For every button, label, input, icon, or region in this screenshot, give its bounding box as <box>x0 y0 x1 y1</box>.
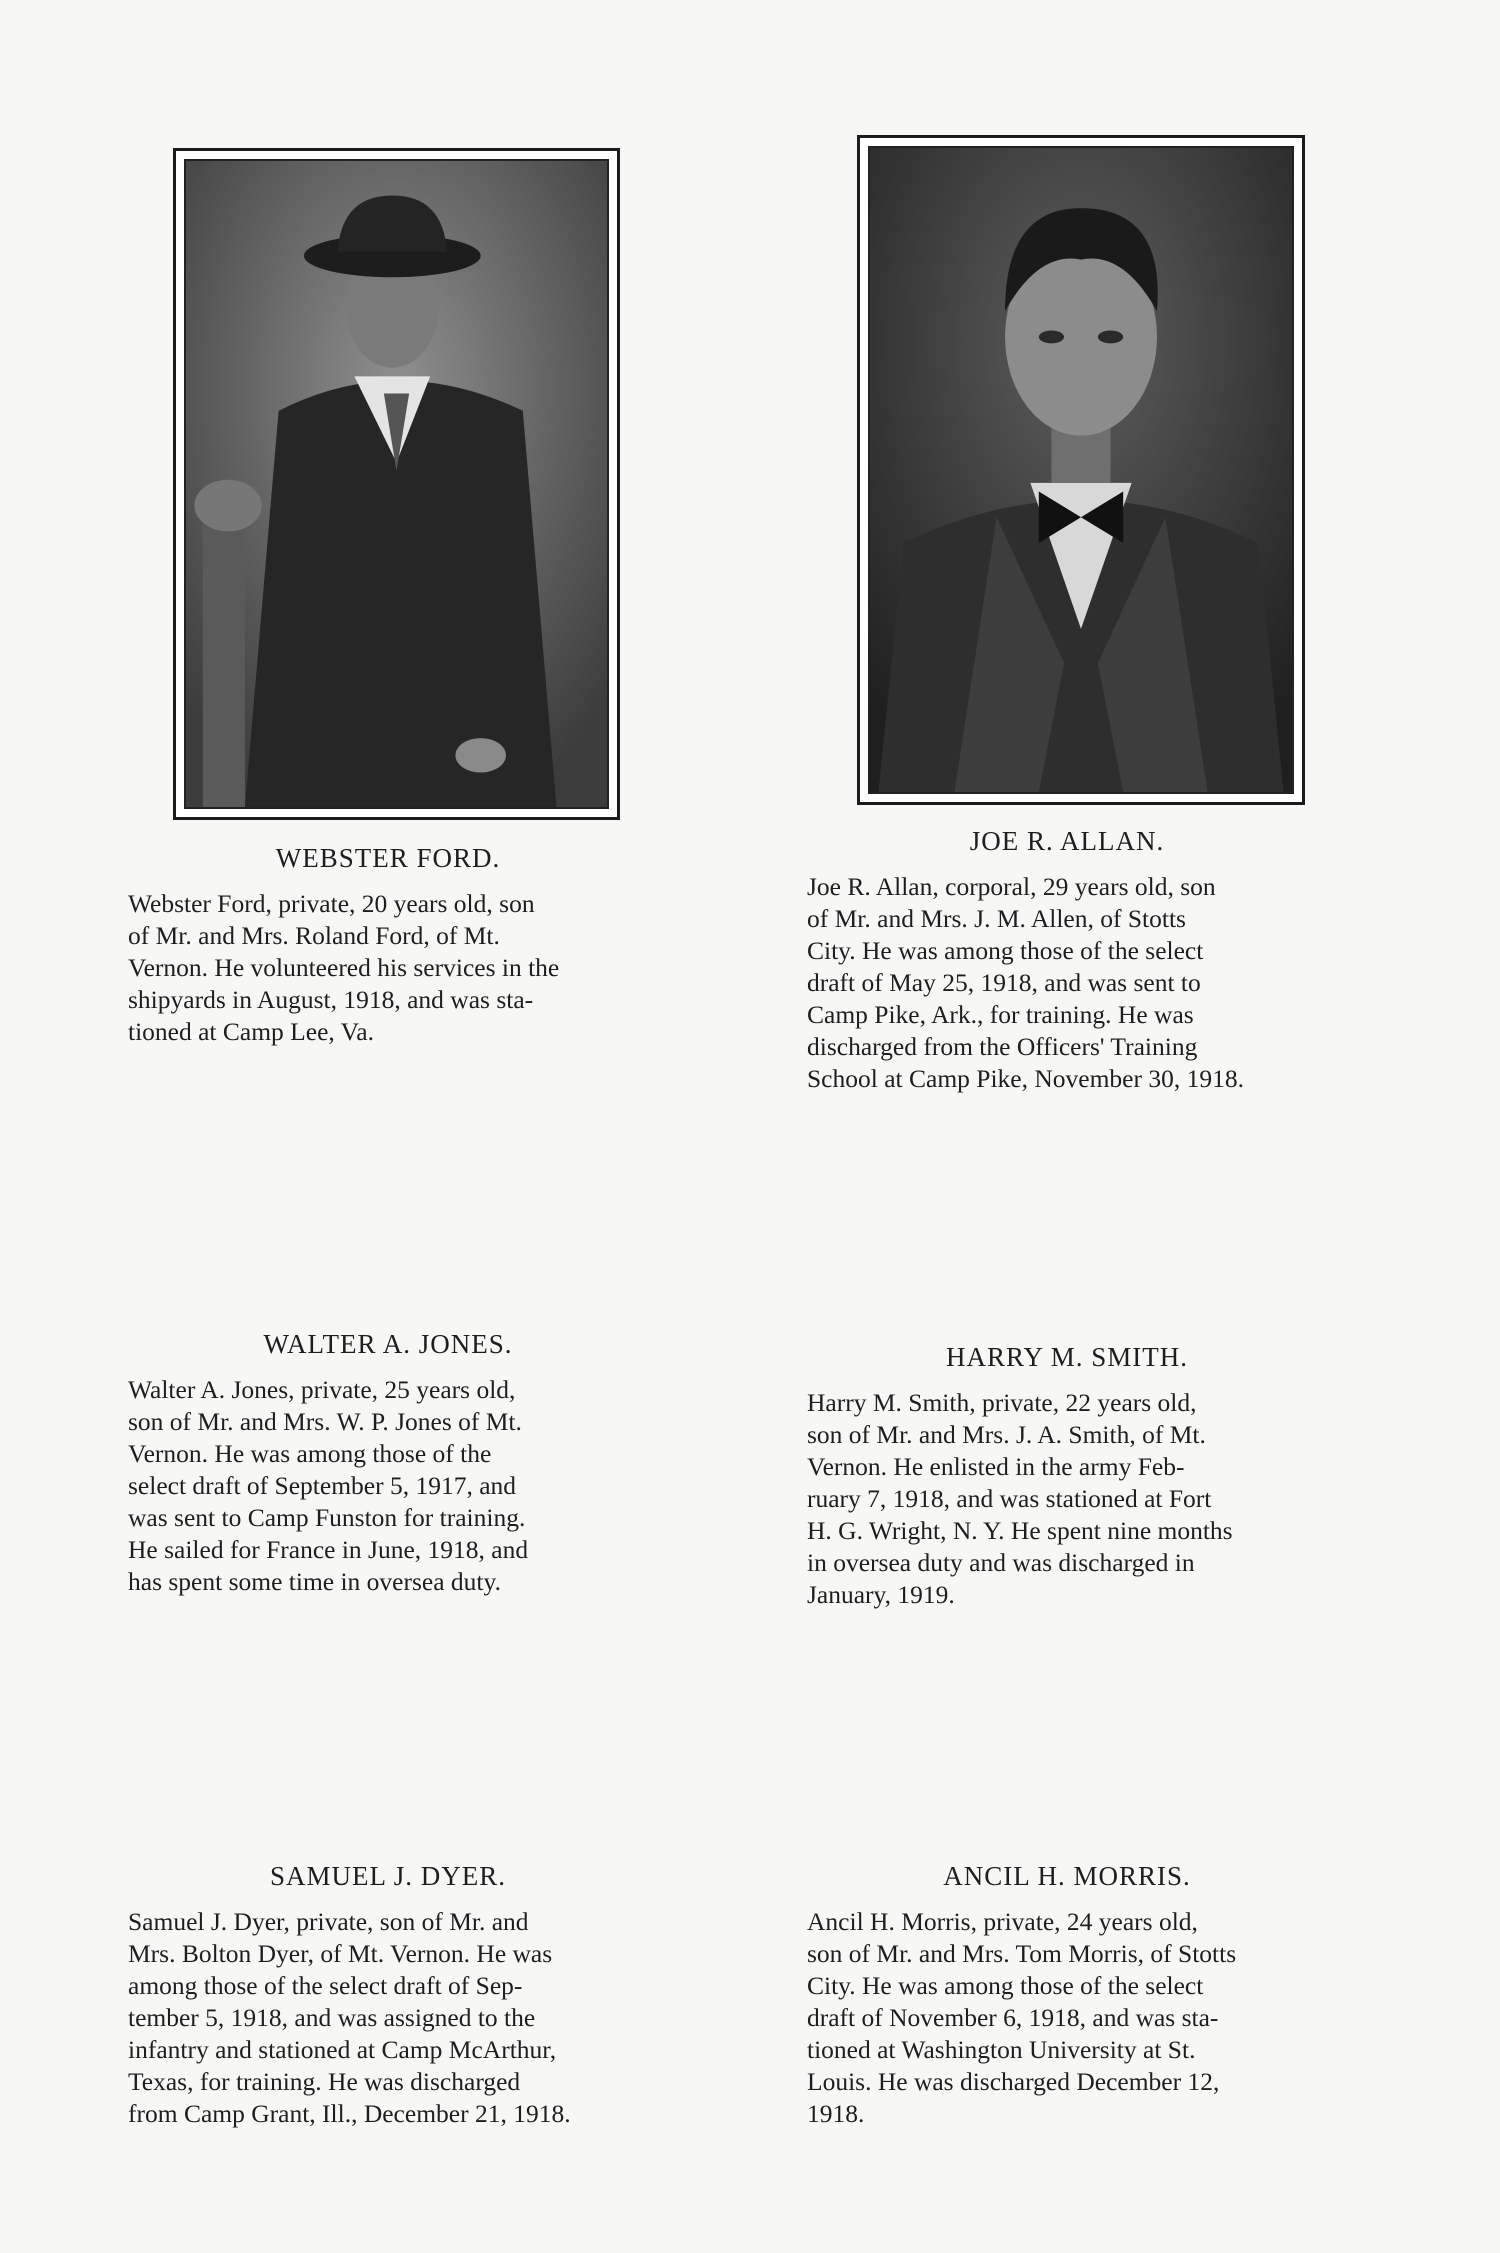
text-line: School at Camp Pike, November 30, 1918. <box>807 1064 1244 1093</box>
text-line: infantry and stationed at Camp McArthur, <box>128 2035 557 2064</box>
entry-name: ANCIL H. MORRIS. <box>943 1861 1191 1891</box>
webster-ford-photo <box>173 148 620 820</box>
text-line: shipyards in August, 1918, and was sta- <box>128 985 534 1014</box>
text-line: Camp Pike, Ark., for training. He was <box>807 1000 1194 1029</box>
entry-text <box>128 1374 648 1598</box>
text-line: Ancil H. Morris, private, 24 years old, <box>807 1907 1198 1936</box>
text-line: of Mr. and Mrs. Roland Ford, of Mt. <box>128 921 500 950</box>
text-line: Harry M. Smith, private, 22 years old, <box>807 1388 1197 1417</box>
text-line: tember 5, 1918, and was assigned to the <box>128 2003 536 2032</box>
text-line: He sailed for France in June, 1918, and <box>128 1535 529 1564</box>
text-line: January, 1919. <box>807 1580 955 1609</box>
text-line: Vernon. He volunteered his services in the <box>128 953 560 982</box>
text-line: of Mr. and Mrs. J. M. Allen, of Stotts <box>807 904 1186 933</box>
text-line: was sent to Camp Funston for training. <box>128 1503 526 1532</box>
text-line: Louis. He was discharged December 12, <box>807 2067 1220 2096</box>
text-line: City. He was among those of the select <box>807 936 1204 965</box>
text-line: 1918. <box>807 2099 865 2128</box>
text-line: discharged from the Officers' Training <box>807 1032 1198 1061</box>
entry-name: WALTER A. JONES. <box>263 1329 513 1359</box>
entry-walter-jones <box>128 1329 648 1598</box>
entry-name: JOE R. ALLAN. <box>969 826 1165 856</box>
text-line: Texas, for training. He was discharged <box>128 2067 521 2096</box>
text-line: Mrs. Bolton Dyer, of Mt. Vernon. He was <box>128 1939 553 1968</box>
text-line: among those of the select draft of Sep- <box>128 1971 523 2000</box>
entry-ancil-morris <box>807 1861 1327 2130</box>
text-line: tioned at Camp Lee, Va. <box>128 1017 374 1046</box>
joe-allan-photo <box>857 135 1305 805</box>
text-line: Webster Ford, private, 20 years old, son <box>128 889 535 918</box>
entry-name: WEBSTER FORD. <box>275 843 501 873</box>
entry-samuel-dyer <box>128 1861 648 2130</box>
entry-name: HARRY M. SMITH. <box>945 1342 1189 1372</box>
text-line: Samuel J. Dyer, private, son of Mr. and <box>128 1907 529 1936</box>
entry-text <box>807 1906 1327 2130</box>
text-line: draft of November 6, 1918, and was sta- <box>807 2003 1219 2032</box>
portrait-figure-standing <box>186 161 607 807</box>
text-line: select draft of September 5, 1917, and <box>128 1471 517 1500</box>
entry-text <box>807 871 1327 1095</box>
portrait-figure-bust <box>870 148 1292 792</box>
text-line: Vernon. He was among those of the <box>128 1439 492 1468</box>
text-line: Vernon. He enlisted in the army Feb- <box>807 1452 1185 1481</box>
text-line: has spent some time in oversea duty. <box>128 1567 501 1596</box>
text-line: tioned at Washington University at St. <box>807 2035 1196 2064</box>
text-line: son of Mr. and Mrs. Tom Morris, of Stotts <box>807 1939 1237 1968</box>
text-line: son of Mr. and Mrs. J. A. Smith, of Mt. <box>807 1420 1206 1449</box>
entry-joe-allan <box>807 826 1327 1095</box>
entry-name: SAMUEL J. DYER. <box>269 1861 506 1891</box>
entry-text <box>807 1387 1327 1611</box>
entry-text <box>128 888 648 1048</box>
entry-harry-smith <box>807 1342 1327 1611</box>
text-line: draft of May 25, 1918, and was sent to <box>807 968 1201 997</box>
text-line: H. G. Wright, N. Y. He spent nine months <box>807 1516 1233 1545</box>
text-line: in oversea duty and was discharged in <box>807 1548 1195 1577</box>
text-line: from Camp Grant, Ill., December 21, 1918. <box>128 2099 571 2128</box>
text-line: Walter A. Jones, private, 25 years old, <box>128 1375 516 1404</box>
entry-text <box>128 1906 648 2130</box>
text-line: City. He was among those of the select <box>807 1971 1204 2000</box>
text-line: Joe R. Allan, corporal, 29 years old, son <box>807 872 1216 901</box>
text-line: ruary 7, 1918, and was stationed at Fort <box>807 1484 1212 1513</box>
text-line: son of Mr. and Mrs. W. P. Jones of Mt. <box>128 1407 522 1436</box>
entry-webster-ford <box>128 843 648 1048</box>
